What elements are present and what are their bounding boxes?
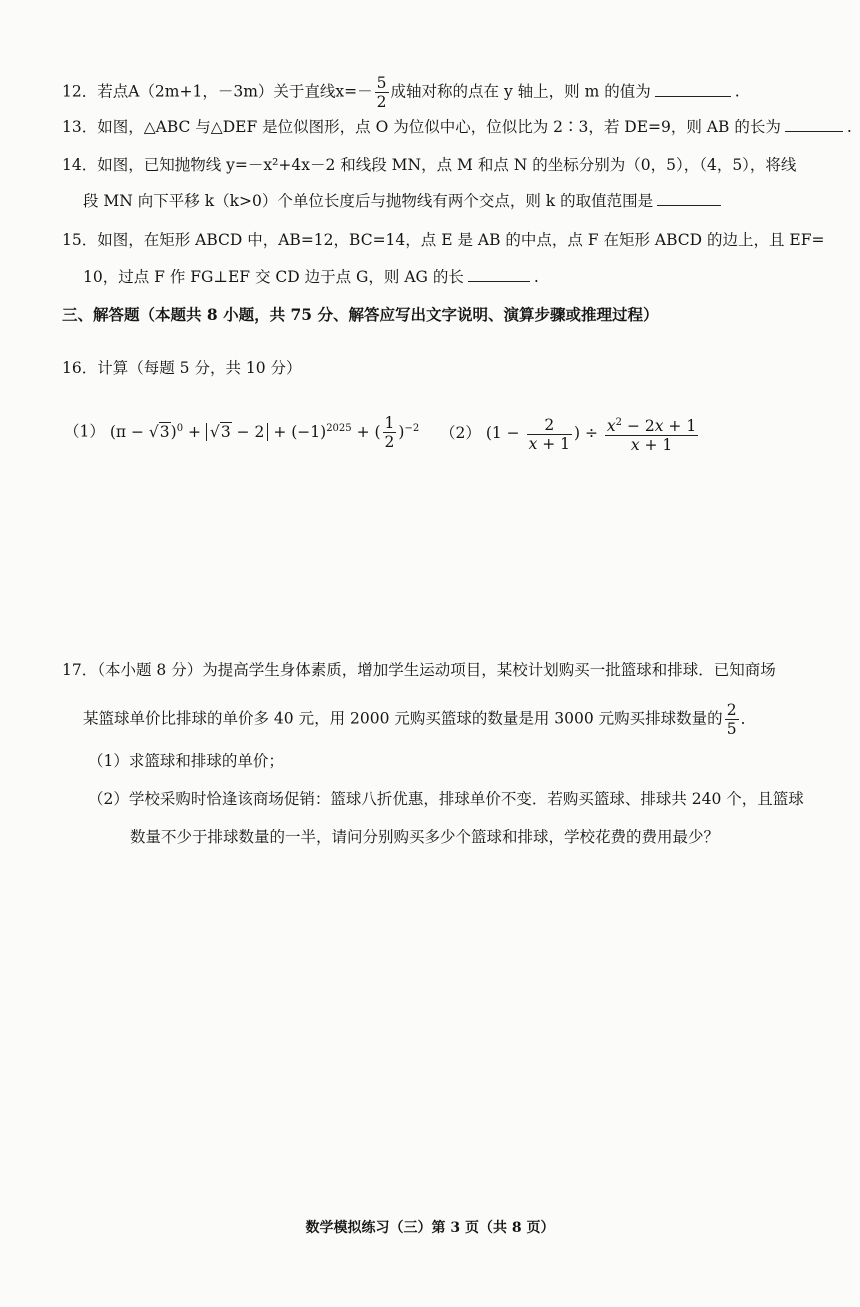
question-16-part1 <box>64 414 419 451</box>
q16-title: 16．计算（每题 5 分，共 10 分） <box>62 359 302 377</box>
q14-line2: 段 MN 向下平移 k（k>0）个单位长度后与抛物线有两个交点，则 k 的取值范围是 <box>83 192 654 210</box>
q17-frac-den: 5 <box>726 720 737 738</box>
page-footer <box>0 1217 860 1237</box>
section-3-title-text: 三、解答题（本题共 8 小题，共 75 分、解答应写出文字说明、演算步骤或推理过程） <box>62 305 659 324</box>
question-15-line2: 10，过点 F 作 FG⊥EF 交 CD 边于点 G，则 AG 的长 . <box>83 268 539 286</box>
q17-fraction <box>725 701 739 738</box>
q12-fraction <box>375 74 389 111</box>
q12-prefix: 12．若点 <box>62 82 129 101</box>
q12-frac-den: 2 <box>376 93 387 111</box>
q15-answer-blank[interactable] <box>468 266 530 282</box>
footer-text: 数学模拟练习（三）第 3 页（共 8 页） <box>305 1220 555 1236</box>
q14-line1: 14．如图，已知抛物线 y=－x²+4x－2 和线段 MN，点 M 和点 N 的坐标分别为（0，5），（4，5），将线 <box>62 156 797 174</box>
question-14-line2 <box>83 190 725 212</box>
q15-line2: 10，过点 F 作 FG⊥EF 交 CD 边于点 G，则 AG 的长 <box>83 268 464 286</box>
section-3-title <box>62 304 658 326</box>
q16-part1-expression: $(\pi - √3)^0 + √3 - 2 + (-1)^{2025}$ + ( $\frac{1}{2}$ )$^{-2}$ <box>109 414 420 451</box>
q13-answer-blank[interactable] <box>785 116 843 132</box>
q17-line2-end: ． <box>740 709 757 728</box>
question-17-line2 <box>83 701 756 738</box>
q12-answer-blank[interactable] <box>655 81 731 97</box>
question-17-sub2-line1 <box>88 788 804 810</box>
q17-sub1: （1）求篮球和排球的单价； <box>88 752 284 770</box>
q17-sub2-line2: 数量不少于排球数量的一半，请问分别购买多少个篮球和排球，学校花费的费用最少？ <box>130 828 720 846</box>
q12-suffix: 成轴对称的点在 y 轴上，则 m 的值为 <box>390 82 651 101</box>
q17-frac-num: 2 <box>726 701 737 719</box>
q16-part2-expression: (1 − $\frac{2}{x + 1}$ ) ÷ $\frac{x^2 - 2x + 1}{x + 1}$ <box>485 415 697 455</box>
question-16-part2 <box>440 414 700 454</box>
q17-line2: 某篮球单价比排球的单价多 40 元，用 2000 元购买篮球的数量是用 3000 元购买排球数量的 <box>83 709 723 728</box>
question-17-sub1 <box>88 750 284 772</box>
q12-frac-num: 5 <box>376 74 387 92</box>
question-13: 13．如图，△ABC 与△DEF 是位似图形，点 O 为位似中心，位似比为 2∶3，若 DE=9，则 AB 的长为 . <box>62 118 852 136</box>
q15-line1: 15．如图，在矩形 ABCD 中，AB=12，BC=14，点 E 是 AB 的中点，点 F 在矩形 ABCD 的边上，且 EF= <box>62 231 825 249</box>
q12-mid: 关于直线 <box>273 82 336 101</box>
question-17-line1 <box>62 659 776 681</box>
q16-part2-label: （2） <box>440 424 481 443</box>
q12-x-eq: x=－ <box>335 82 373 101</box>
question-12: 12．若点A（2m+1，－3m）关于直线x=－ $\frac{5}{2}$ 成轴对称的点在 y 轴上，则 m 的值为 . <box>62 74 740 111</box>
question-15-line1 <box>62 229 825 251</box>
q14-answer-blank[interactable] <box>657 190 721 206</box>
q17-sub2-line1: （2）学校采购时恰逢该商场促销：篮球八折优惠，排球单价不变．若购买篮球、排球共 240 个，且篮球 <box>88 790 804 808</box>
q17-line1: 17．（本小题 8 分）为提高学生身体素质，增加学生运动项目，某校计划购买一批篮球和排球．已知商场 <box>62 661 776 679</box>
q12-point: A（2m+1，－3m） <box>128 82 274 101</box>
q16-part1-label: （1） <box>64 422 105 441</box>
question-14-line1 <box>62 154 796 176</box>
q13-text: 13．如图，△ABC 与△DEF 是位似图形，点 O 为位似中心，位似比为 2∶3，若 DE=9，则 AB 的长为 <box>62 118 781 136</box>
question-17-sub2-line2 <box>130 826 719 848</box>
question-16-title <box>62 357 302 379</box>
